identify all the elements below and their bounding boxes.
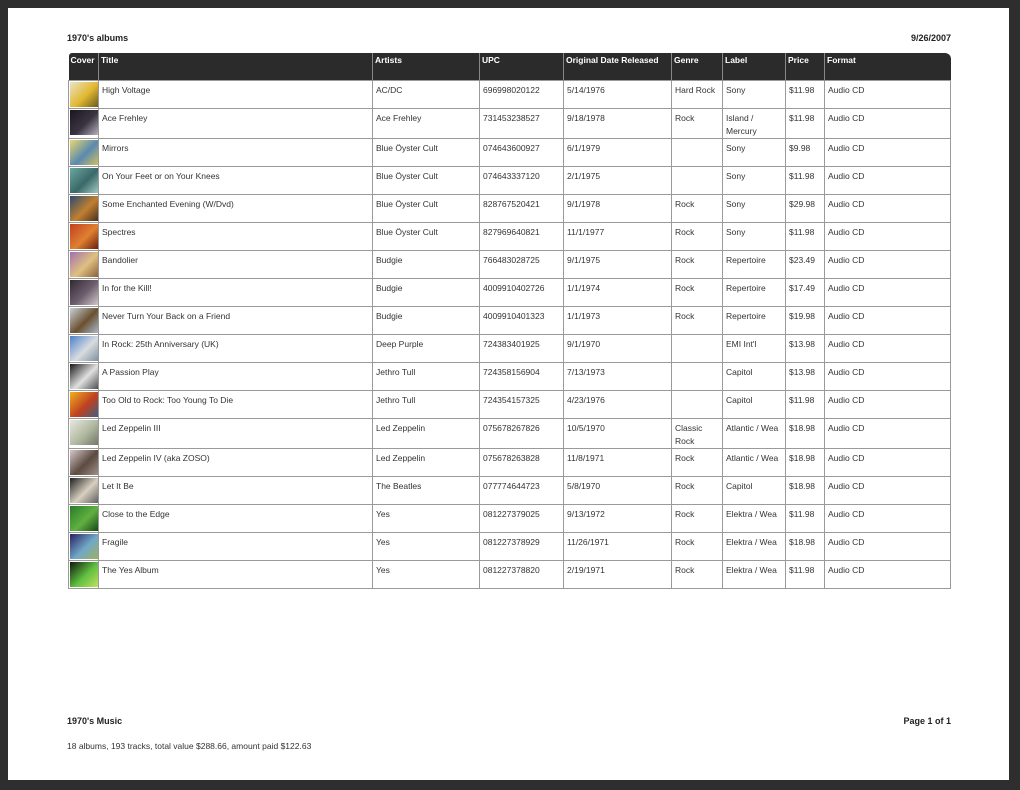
album-format: Audio CD xyxy=(825,363,951,391)
album-genre: Rock xyxy=(672,279,723,307)
album-cover-cell xyxy=(69,81,99,109)
album-price: $13.98 xyxy=(786,363,825,391)
album-price: $18.98 xyxy=(786,477,825,505)
table-row[interactable] xyxy=(69,195,951,223)
report-date: 9/26/2007 xyxy=(910,33,951,43)
album-cover-cell xyxy=(69,449,99,477)
album-cover-image xyxy=(70,506,98,531)
album-cover-cell xyxy=(69,223,99,251)
album-format: Audio CD xyxy=(825,195,951,223)
album-release-date: 9/18/1978 xyxy=(564,109,672,139)
album-format: Audio CD xyxy=(825,251,951,279)
album-artist: Budgie xyxy=(373,307,480,335)
album-cover-image xyxy=(70,140,98,165)
album-format: Audio CD xyxy=(825,419,951,449)
album-release-date: 7/13/1973 xyxy=(564,363,672,391)
album-artist: Led Zeppelin xyxy=(373,419,480,449)
album-release-date: 11/26/1971 xyxy=(564,533,672,561)
album-upc: 081227379025 xyxy=(480,505,564,533)
album-upc: 828767520421 xyxy=(480,195,564,223)
album-label: Sony xyxy=(723,81,786,109)
album-label: Repertoire xyxy=(723,251,786,279)
album-release-date: 5/14/1976 xyxy=(564,81,672,109)
albums-table xyxy=(68,53,951,589)
album-title: Never Turn Your Back on a Friend xyxy=(99,307,373,335)
album-artist: Blue Öyster Cult xyxy=(373,167,480,195)
album-release-date: 9/1/1978 xyxy=(564,195,672,223)
album-cover-cell xyxy=(69,139,99,167)
album-cover-cell xyxy=(69,363,99,391)
album-label: EMI Int'l xyxy=(723,335,786,363)
album-release-date: 1/1/1973 xyxy=(564,307,672,335)
album-cover-cell xyxy=(69,561,99,589)
album-upc: 075678267826 xyxy=(480,419,564,449)
album-price: $11.98 xyxy=(786,505,825,533)
album-format: Audio CD xyxy=(825,279,951,307)
album-label: Capitol xyxy=(723,477,786,505)
album-cover-cell xyxy=(69,533,99,561)
album-artist: Budgie xyxy=(373,251,480,279)
album-artist: Budgie xyxy=(373,279,480,307)
album-artist: Yes xyxy=(373,561,480,589)
album-genre: Rock xyxy=(672,195,723,223)
album-title: Mirrors xyxy=(99,139,373,167)
album-format: Audio CD xyxy=(825,505,951,533)
album-upc: 766483028725 xyxy=(480,251,564,279)
album-price: $11.98 xyxy=(786,167,825,195)
table-row[interactable] xyxy=(69,505,951,533)
album-genre: Rock xyxy=(672,449,723,477)
album-price: $19.98 xyxy=(786,307,825,335)
album-cover-image xyxy=(70,450,98,475)
album-cover-cell xyxy=(69,477,99,505)
album-genre xyxy=(672,363,723,391)
album-release-date: 11/8/1971 xyxy=(564,449,672,477)
album-title: Let It Be xyxy=(99,477,373,505)
album-cover-image xyxy=(70,364,98,389)
column-header-cover[interactable]: Cover xyxy=(69,53,99,81)
album-upc: 081227378820 xyxy=(480,561,564,589)
album-cover-image xyxy=(70,336,98,361)
album-genre: Rock xyxy=(672,109,723,139)
album-label: Sony xyxy=(723,167,786,195)
album-genre: Rock xyxy=(672,561,723,589)
table-row[interactable] xyxy=(69,223,951,251)
column-header-title[interactable]: Title xyxy=(99,53,373,81)
album-title: A Passion Play xyxy=(99,363,373,391)
album-cover-cell xyxy=(69,419,99,449)
album-format: Audio CD xyxy=(825,561,951,589)
album-artist: Led Zeppelin xyxy=(373,449,480,477)
album-cover-image xyxy=(70,534,98,559)
album-cover-cell xyxy=(69,307,99,335)
album-upc: 074643600927 xyxy=(480,139,564,167)
collection-name: 1970's Music xyxy=(67,716,123,726)
album-artist: Blue Öyster Cult xyxy=(373,195,480,223)
album-format: Audio CD xyxy=(825,477,951,505)
album-artist: Deep Purple xyxy=(373,335,480,363)
album-cover-cell xyxy=(69,109,99,139)
column-header-date-released[interactable]: Original Date Released xyxy=(564,53,672,81)
album-price: $18.98 xyxy=(786,533,825,561)
album-genre: Rock xyxy=(672,307,723,335)
table-row[interactable] xyxy=(69,307,951,335)
album-title: Close to the Edge xyxy=(99,505,373,533)
album-release-date: 9/13/1972 xyxy=(564,505,672,533)
table-row[interactable] xyxy=(69,139,951,167)
album-release-date: 9/1/1970 xyxy=(564,335,672,363)
album-title: Bandolier xyxy=(99,251,373,279)
album-cover-cell xyxy=(69,167,99,195)
table-row[interactable] xyxy=(69,477,951,505)
table-row[interactable] xyxy=(69,363,951,391)
album-cover-image xyxy=(70,392,98,417)
album-label: Atlantic / Wea xyxy=(723,449,786,477)
album-artist: Ace Frehley xyxy=(373,109,480,139)
album-upc: 074643337120 xyxy=(480,167,564,195)
album-upc: 4009910401323 xyxy=(480,307,564,335)
album-cover-image xyxy=(70,168,98,193)
album-upc: 731453238527 xyxy=(480,109,564,139)
album-title: Ace Frehley xyxy=(99,109,373,139)
album-artist: Jethro Tull xyxy=(373,391,480,419)
album-genre xyxy=(672,391,723,419)
album-cover-image xyxy=(70,308,98,333)
album-cover-image xyxy=(70,478,98,503)
album-artist: AC/DC xyxy=(373,81,480,109)
album-cover-image xyxy=(70,224,98,249)
album-cover-cell xyxy=(69,279,99,307)
album-cover-cell xyxy=(69,391,99,419)
album-release-date: 4/23/1976 xyxy=(564,391,672,419)
album-label: Sony xyxy=(723,195,786,223)
album-genre: Rock xyxy=(672,505,723,533)
album-cover-cell xyxy=(69,335,99,363)
album-label: Sony xyxy=(723,139,786,167)
report-page xyxy=(8,8,1009,780)
album-price: $18.98 xyxy=(786,419,825,449)
table-body xyxy=(69,81,951,589)
album-label: Elektra / Wea xyxy=(723,561,786,589)
album-price: $11.98 xyxy=(786,391,825,419)
table-row[interactable] xyxy=(69,251,951,279)
album-upc: 081227378929 xyxy=(480,533,564,561)
album-price: $29.98 xyxy=(786,195,825,223)
table-row[interactable] xyxy=(69,167,951,195)
album-format: Audio CD xyxy=(825,139,951,167)
album-cover-image xyxy=(70,420,98,445)
album-label: Elektra / Wea xyxy=(723,533,786,561)
album-artist: Blue Öyster Cult xyxy=(373,139,480,167)
album-cover-image xyxy=(70,280,98,305)
album-genre: Rock xyxy=(672,251,723,279)
table-row[interactable] xyxy=(69,391,951,419)
table-header-row xyxy=(69,53,951,81)
album-upc: 075678263828 xyxy=(480,449,564,477)
album-label: Repertoire xyxy=(723,279,786,307)
album-release-date: 11/1/1977 xyxy=(564,223,672,251)
table-row[interactable] xyxy=(69,561,951,589)
album-label: Capitol xyxy=(723,391,786,419)
table-row[interactable] xyxy=(69,335,951,363)
album-price: $11.98 xyxy=(786,223,825,251)
album-title: Led Zeppelin III xyxy=(99,419,373,449)
album-label: Repertoire xyxy=(723,307,786,335)
album-title: High Voltage xyxy=(99,81,373,109)
album-format: Audio CD xyxy=(825,223,951,251)
album-upc: 4009910402726 xyxy=(480,279,564,307)
album-label: Island / Mercury xyxy=(723,109,786,139)
album-artist: The Beatles xyxy=(373,477,480,505)
album-upc: 724354157325 xyxy=(480,391,564,419)
collection-summary: 18 albums, 193 tracks, total value $288.66, amount paid $122.63 xyxy=(67,741,312,751)
album-title: On Your Feet or on Your Knees xyxy=(99,167,373,195)
album-upc: 724358156904 xyxy=(480,363,564,391)
album-release-date: 6/1/1979 xyxy=(564,139,672,167)
album-artist: Jethro Tull xyxy=(373,363,480,391)
page-number: Page 1 of 1 xyxy=(903,716,951,726)
table-row[interactable] xyxy=(69,279,951,307)
album-upc: 696998020122 xyxy=(480,81,564,109)
album-title: Fragile xyxy=(99,533,373,561)
album-title: In for the Kill! xyxy=(99,279,373,307)
album-format: Audio CD xyxy=(825,533,951,561)
album-artist: Yes xyxy=(373,505,480,533)
album-title: Led Zeppelin IV (aka ZOSO) xyxy=(99,449,373,477)
album-genre xyxy=(672,167,723,195)
album-label: Capitol xyxy=(723,363,786,391)
album-release-date: 2/19/1971 xyxy=(564,561,672,589)
album-format: Audio CD xyxy=(825,167,951,195)
album-genre: Rock xyxy=(672,477,723,505)
album-cover-image xyxy=(70,82,98,107)
album-title: Too Old to Rock: Too Young To Die xyxy=(99,391,373,419)
album-genre xyxy=(672,335,723,363)
album-format: Audio CD xyxy=(825,335,951,363)
album-upc: 077774644723 xyxy=(480,477,564,505)
table-row[interactable] xyxy=(69,449,951,477)
table-row[interactable] xyxy=(69,81,951,109)
album-genre: Rock xyxy=(672,223,723,251)
album-cover-cell xyxy=(69,251,99,279)
album-artist: Blue Öyster Cult xyxy=(373,223,480,251)
album-price: $11.98 xyxy=(786,561,825,589)
album-label: Elektra / Wea xyxy=(723,505,786,533)
column-header-format[interactable]: Format xyxy=(825,53,951,81)
column-header-label[interactable]: Label xyxy=(723,53,786,81)
album-price: $11.98 xyxy=(786,109,825,139)
album-price: $23.49 xyxy=(786,251,825,279)
album-upc: 724383401925 xyxy=(480,335,564,363)
album-title: The Yes Album xyxy=(99,561,373,589)
table-row[interactable] xyxy=(69,109,951,139)
album-cover-cell xyxy=(69,195,99,223)
album-title: Spectres xyxy=(99,223,373,251)
album-release-date: 5/8/1970 xyxy=(564,477,672,505)
column-header-artists[interactable]: Artists xyxy=(373,53,480,81)
album-label: Atlantic / Wea xyxy=(723,419,786,449)
report-title: 1970's albums xyxy=(67,33,129,43)
album-cover-image xyxy=(70,196,98,221)
album-cover-image xyxy=(70,252,98,277)
album-title: Some Enchanted Evening (W/Dvd) xyxy=(99,195,373,223)
column-header-genre[interactable]: Genre xyxy=(672,53,723,81)
album-format: Audio CD xyxy=(825,81,951,109)
album-release-date: 10/5/1970 xyxy=(564,419,672,449)
album-price: $17.49 xyxy=(786,279,825,307)
album-release-date: 9/1/1975 xyxy=(564,251,672,279)
album-cover-cell xyxy=(69,505,99,533)
album-genre: Rock xyxy=(672,533,723,561)
album-format: Audio CD xyxy=(825,449,951,477)
album-format: Audio CD xyxy=(825,109,951,139)
album-label: Sony xyxy=(723,223,786,251)
album-price: $9.98 xyxy=(786,139,825,167)
album-price: $18.98 xyxy=(786,449,825,477)
album-upc: 827969640821 xyxy=(480,223,564,251)
table-row[interactable] xyxy=(69,533,951,561)
album-cover-image xyxy=(70,110,98,135)
album-price: $11.98 xyxy=(786,81,825,109)
album-artist: Yes xyxy=(373,533,480,561)
album-genre: Hard Rock xyxy=(672,81,723,109)
table-row[interactable] xyxy=(69,419,951,449)
album-cover-image xyxy=(70,562,98,587)
album-release-date: 2/1/1975 xyxy=(564,167,672,195)
album-format: Audio CD xyxy=(825,391,951,419)
album-release-date: 1/1/1974 xyxy=(564,279,672,307)
album-title: In Rock: 25th Anniversary (UK) xyxy=(99,335,373,363)
album-genre: Classic Rock xyxy=(672,419,723,449)
column-header-price[interactable]: Price xyxy=(786,53,825,81)
album-price: $13.98 xyxy=(786,335,825,363)
column-header-upc[interactable]: UPC xyxy=(480,53,564,81)
album-genre xyxy=(672,139,723,167)
album-format: Audio CD xyxy=(825,307,951,335)
